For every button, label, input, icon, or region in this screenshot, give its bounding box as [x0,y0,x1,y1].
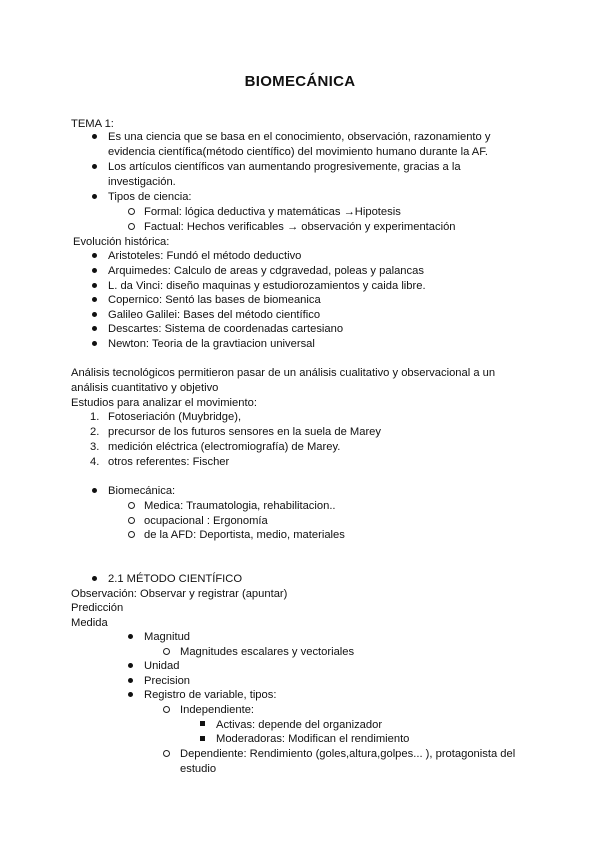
bullet-icon [92,268,97,273]
bullet-icon [92,341,97,346]
independiente-item: Independiente: [180,704,255,716]
tema-item-2-line-2: investigación. [108,176,176,188]
estudio-number: 3. [90,441,100,453]
evolucion-item: Newton: Teoria de la gravtiacion universal [108,338,315,350]
estudio-number: 2. [90,426,100,438]
metodo-heading: 2.1 MÉTODO CIENTÍFICO [108,573,243,585]
bullet-icon [92,576,97,581]
biomecanica-item: ocupacional : Ergonomía [144,515,268,527]
estudio-number: 1. [90,411,100,423]
estudio-number: 4. [90,456,100,468]
tema-item-1-line-1: Es una ciencia que se basa en el conocimiento, observación, razonamiento y [108,131,491,143]
bullet-icon [128,663,133,668]
bullet-icon [92,312,97,317]
estudio-item: precursor de los futuros sensores en la suela de Marey [108,426,381,438]
precision-item: Precision [144,675,191,687]
activas-item: Activas: depende del organizador [216,719,383,731]
evolucion-item: L. da Vinci: diseño maquinas y estudiorozamientos y caida libre. [108,280,426,292]
bullet-icon [128,634,133,639]
evolucion-item: Copernico: Sentó las bases de biomeanica [108,294,321,306]
tema-heading: TEMA 1: [71,118,114,130]
square-bullet-icon [200,721,205,726]
evolucion-heading: Evolución histórica: [73,236,170,248]
analisis-line-1: Análisis tecnológicos permitieron pasar de un análisis cualitativo y observacional a un [71,367,496,379]
square-bullet-icon [200,736,205,741]
unidad-item: Unidad [144,660,180,672]
circle-bullet-icon [163,750,170,757]
biomecanica-item: de la AFD: Deportista, medio, materiales [144,529,345,541]
circle-bullet-icon [128,502,135,509]
evolucion-item: Aristoteles: Fundó el método deductivo [108,250,302,262]
bullet-icon [92,194,97,199]
tipo-ciencia-formal: Formal: lógica deductiva y matemáticas →Hipotesis [144,206,401,218]
evolucion-item: Galileo Galilei: Bases del método científico [108,309,321,321]
bullet-icon [128,692,133,697]
bullet-icon [92,283,97,288]
circle-bullet-icon [128,223,135,230]
biomecanica-item: Medica: Traumatologia, rehabilitacion.. [144,500,336,512]
magnitudes-item: Magnitudes escalares y vectoriales [180,646,355,658]
bullet-icon [92,134,97,139]
circle-bullet-icon [128,517,135,524]
tema-item-2-line-1: Los artículos científicos van aumentando progresivemente, gracias a la [108,161,461,173]
magnitud-item: Magnitud [144,631,191,643]
estudio-item: Fotoseriación (Muybridge), [108,411,242,423]
estudio-item: otros referentes: Fischer [108,456,230,468]
medida-line: Medida [71,617,108,629]
registro-item: Registro de variable, tipos: [144,689,277,701]
tema-item-3: Tipos de ciencia: [108,191,192,203]
evolucion-item: Arquimedes: Calculo de areas y cdgravedad, poleas y palancas [108,265,424,277]
observacion-line: Observación: Observar y registrar (apuntar) [71,588,288,600]
tema-item-1-line-2: evidencia científica(método científico) del movimiento humano durante la AF. [108,146,488,158]
circle-bullet-icon [163,648,170,655]
tipo-ciencia-factual: Factual: Hechos verificables → observación y experimentación [144,221,456,233]
bullet-icon [92,488,97,493]
bullet-icon [92,297,97,302]
circle-bullet-icon [128,531,135,538]
dependiente-line-1: Dependiente: Rendimiento (goles,altura,golpes... ), protagonista del [180,748,516,760]
bullet-icon [92,164,97,169]
page-title: BIOMECÁNICA [244,73,356,90]
bullet-icon [128,678,133,683]
bullet-icon [92,326,97,331]
biomecanica-heading: Biomecánica: [108,485,176,497]
bullet-icon [92,253,97,258]
estudio-item: medición eléctrica (electromiografía) de Marey. [108,441,341,453]
circle-bullet-icon [163,706,170,713]
moderadoras-item: Moderadoras: Modifican el rendimiento [216,733,410,745]
analisis-line-2: análisis cuantitativo y objetivo [71,382,219,394]
evolucion-item: Descartes: Sistema de coordenadas cartesiano [108,323,344,335]
prediccion-line: Predicción [71,602,124,614]
dependiente-line-2: estudio [180,763,217,775]
estudios-heading: Estudios para analizar el movimiento: [71,397,257,409]
circle-bullet-icon [128,208,135,215]
